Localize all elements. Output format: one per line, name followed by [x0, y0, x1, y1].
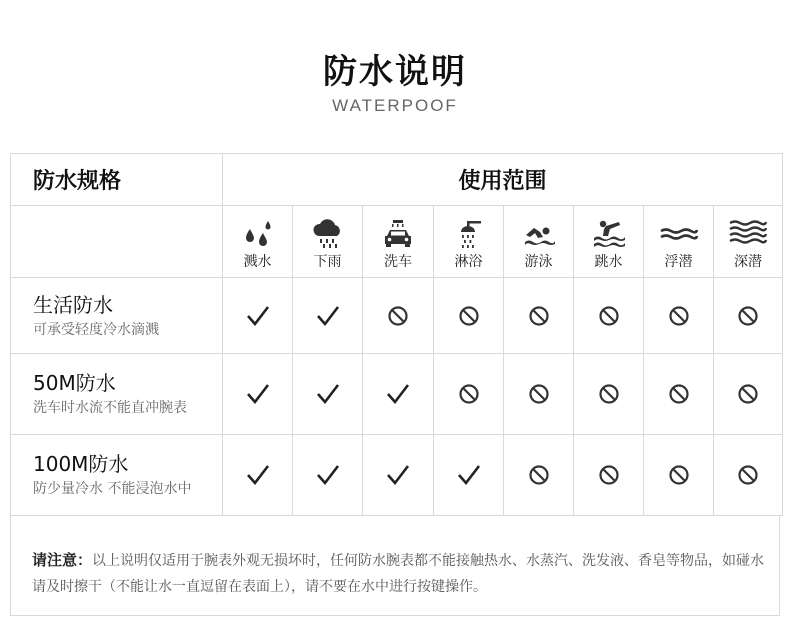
unsupported-cell	[363, 278, 434, 354]
unsupported-cell	[574, 278, 644, 354]
prohibited-icon	[668, 383, 690, 405]
page-title: 防水说明	[323, 52, 467, 92]
unsupported-cell	[714, 435, 783, 516]
prohibited-icon	[528, 464, 550, 486]
supported-cell	[293, 354, 363, 435]
category-label: 下雨	[313, 253, 342, 270]
unsupported-cell	[434, 278, 504, 354]
category-label: 跳水	[594, 253, 623, 270]
snorkel-icon	[659, 219, 699, 249]
note-label: 请注意：	[32, 551, 93, 569]
page-subtitle: WATERPOOF	[332, 96, 458, 115]
header-spec: 防水规格	[11, 154, 223, 206]
prohibited-icon	[737, 464, 759, 486]
supported-cell	[293, 435, 363, 516]
prohibited-icon	[387, 305, 409, 327]
check-icon	[315, 462, 341, 488]
check-icon	[315, 381, 341, 407]
shower-icon	[452, 219, 486, 249]
check-icon	[245, 303, 271, 329]
header-scope: 使用范围	[223, 154, 783, 206]
unsupported-cell	[434, 354, 504, 435]
prohibited-icon	[598, 464, 620, 486]
prohibited-icon	[458, 383, 480, 405]
prohibited-icon	[528, 305, 550, 327]
category-swimming	[504, 206, 574, 278]
category-deep-dive	[714, 206, 783, 278]
category-label: 淋浴	[454, 253, 483, 270]
check-icon	[245, 462, 271, 488]
unsupported-cell	[504, 278, 574, 354]
supported-cell	[363, 435, 434, 516]
prohibited-icon	[528, 383, 550, 405]
category-splash	[223, 206, 293, 278]
category-label: 浮潜	[664, 253, 693, 270]
prohibited-icon	[598, 383, 620, 405]
row-label	[11, 435, 223, 516]
row-subtitle: 可承受轻度冷水滴溅	[33, 321, 159, 338]
row-subtitle: 洗车时水流不能直冲腕表	[33, 400, 187, 416]
prohibited-icon	[598, 305, 620, 327]
unsupported-cell	[644, 354, 714, 435]
rain-icon	[311, 219, 345, 249]
empty-header-cell	[11, 206, 223, 278]
unsupported-cell	[644, 435, 714, 516]
deep-dive-icon	[728, 219, 768, 249]
unsupported-cell	[574, 435, 644, 516]
unsupported-cell	[504, 354, 574, 435]
category-label: 洗车	[384, 253, 412, 270]
note	[32, 547, 767, 600]
splash-icon	[241, 219, 275, 249]
category-label: 游泳	[524, 253, 553, 270]
supported-cell	[293, 278, 363, 354]
supported-cell	[223, 354, 293, 435]
note-text: 以上说明仅适用于腕表外观无损坏时，任何防水腕表都不能接触热水、水蒸汽、洗发液、香皂等物品，如碰水请及时擦干（不能让水一直逗留在表面上），请不要在水中进行按键操作。	[32, 553, 765, 595]
row-label	[11, 354, 223, 435]
check-icon	[385, 462, 411, 488]
prohibited-icon	[458, 305, 480, 327]
row-title: 50M防水	[33, 371, 116, 395]
table-row	[11, 354, 783, 435]
row-subtitle: 防少量冷水 不能浸泡水中	[33, 481, 192, 497]
car-wash-icon	[381, 219, 415, 249]
prohibited-icon	[668, 305, 690, 327]
supported-cell	[363, 354, 434, 435]
table-row	[11, 435, 783, 516]
category-snorkel	[644, 206, 714, 278]
supported-cell	[223, 278, 293, 354]
check-icon	[385, 381, 411, 407]
table-row	[11, 278, 783, 354]
unsupported-cell	[714, 354, 783, 435]
category-shower	[434, 206, 504, 278]
supported-cell	[223, 435, 293, 516]
unsupported-cell	[574, 354, 644, 435]
diving-icon	[592, 219, 626, 249]
category-car-wash	[363, 206, 434, 278]
check-icon	[245, 381, 271, 407]
category-label: 溅水	[243, 253, 272, 270]
unsupported-cell	[504, 435, 574, 516]
unsupported-cell	[644, 278, 714, 354]
category-diving	[574, 206, 644, 278]
row-title: 生活防水	[33, 292, 113, 317]
prohibited-icon	[737, 383, 759, 405]
category-rain	[293, 206, 363, 278]
check-icon	[456, 462, 482, 488]
waterproof-table	[10, 153, 783, 516]
row-label	[11, 278, 223, 354]
swimming-icon	[522, 219, 556, 249]
prohibited-icon	[737, 305, 759, 327]
row-title: 100M防水	[33, 452, 129, 476]
check-icon	[315, 303, 341, 329]
prohibited-icon	[668, 464, 690, 486]
unsupported-cell	[714, 278, 783, 354]
category-label: 深潜	[734, 253, 762, 270]
supported-cell	[434, 435, 504, 516]
